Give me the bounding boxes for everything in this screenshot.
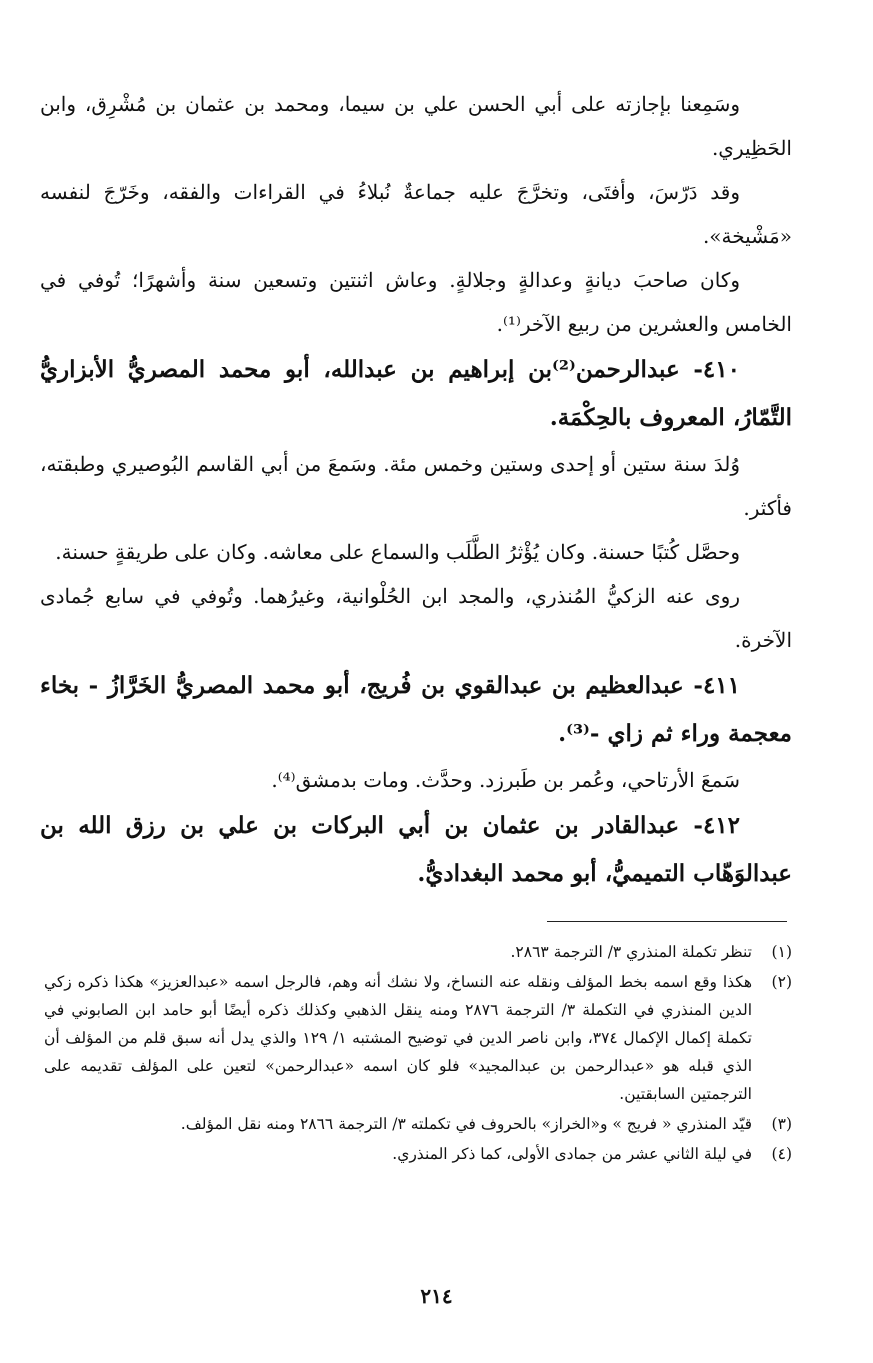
footnote-number: (٣) — [771, 1115, 792, 1133]
paragraph: وُلدَ سنة ستين أو إحدى وستين وخمس مئة. وسَمعَ من أبي القاسم البُوصيري وطبقته، فأكثر. — [40, 452, 792, 520]
entry-heading-411: ٤١١- عبدالعظيم بن عبدالقوي بن فُريج، أبو محمد المصريُّ الخَرَّازُ - بخاء معجمة وراء ثم زاي -⁽³⁾. — [40, 672, 792, 747]
footnote-divider — [547, 921, 787, 922]
paragraph: سَمعَ الأرتاحي، وعُمر بن طَبرزد. وحدَّث. ومات بدمشق⁽⁴⁾. — [271, 768, 740, 792]
footnote — [44, 938, 792, 966]
footnote-text: تنظر تكملة المنذري ٣/ الترجمة ٢٨٦٣. — [510, 943, 752, 961]
footnote — [44, 1140, 792, 1168]
footnote-number: (٤) — [771, 1145, 792, 1163]
footnote-text: هكذا وقع اسمه بخط المؤلف ونقله عنه النساخ، ولا نشك أنه وهم، فالرجل اسمه «عبدالعزيز» هكذا ذكره زكي الدين المنذري في التكملة ٣/ الترجمة ٢٨٧٦ ومنه ينقل الذهبي وكذلك ذكره أيضًا أبو حامد ابن الصابوني في تكملة إكمال الإكمال ٣٧٤، وابن ناصر الدين في توضيح المشتبه ١/ ١٢٩ والذي يدل أنه سبق قلم من المؤلف أن الذي قبله هو «عبدالرحمن بن عبدالمجيد» فلو كان اسمه «عبدالرحمن» لتعين على المؤلف تقديمه على الترجمتين السابقتين. — [44, 973, 753, 1103]
footnotes — [44, 938, 792, 1170]
footnote-text: قيّد المنذري « فريج » و«الخراز» بالحروف في تكملته ٣/ الترجمة ٢٨٦٦ ومنه نقل المؤلف. — [180, 1115, 752, 1133]
page-number: ٢١٤ — [420, 1284, 453, 1308]
paragraph: وكان صاحبَ ديانةٍ وعدالةٍ وجلالةٍ. وعاش اثنتين وتسعين سنة وأشهرًا؛ تُوفي في الخامس والعشرين من ربيع الآخر⁽¹⁾. — [40, 268, 792, 336]
footnote-number: (١) — [771, 943, 792, 961]
paragraph: روى عنه الزكيُّ المُنذري، والمجد ابن الحُلْوانية، وغيرُهما. وتُوفي في سابع جُمادى الآخرة. — [40, 584, 792, 652]
footnote — [44, 968, 792, 1108]
footnote-text: في ليلة الثاني عشر من جمادى الأولى، كما ذكر المنذري. — [392, 1145, 752, 1163]
main-text — [40, 82, 792, 898]
paragraph: وقد دَرّسَ، وأفتَى، وتخرَّجَ عليه جماعةٌ نُبلاءُ في القراءات والفقه، وخَرّجَ لنفسه «مَشْيخة». — [40, 180, 792, 248]
paragraph: وحصَّل كُتبًا حسنة. وكان يُؤْثرُ الطَّلَب والسماع على معاشه. وكان على طريقةٍ حسنة. — [55, 540, 740, 564]
footnote — [44, 1110, 792, 1138]
paragraph: وسَمِعنا بإجازته على أبي الحسن علي بن سيما، ومحمد بن عثمان بن مُشْرِق، وابن الحَظِيري. — [40, 92, 792, 160]
entry-heading-412: ٤١٢- عبدالقادر بن عثمان بن أبي البركات بن علي بن رزق الله بن عبدالوَهّاب التميميُّ، أبو محمد البغداديُّ. — [40, 812, 792, 887]
entry-heading-410: ٤١٠- عبدالرحمن⁽²⁾بن إبراهيم بن عبدالله، أبو محمد المصريُّ الأبزاريُّ التَّمّارُ، المعروف بالحِكْمَة. — [40, 356, 792, 431]
footnote-number: (٢) — [771, 973, 792, 991]
